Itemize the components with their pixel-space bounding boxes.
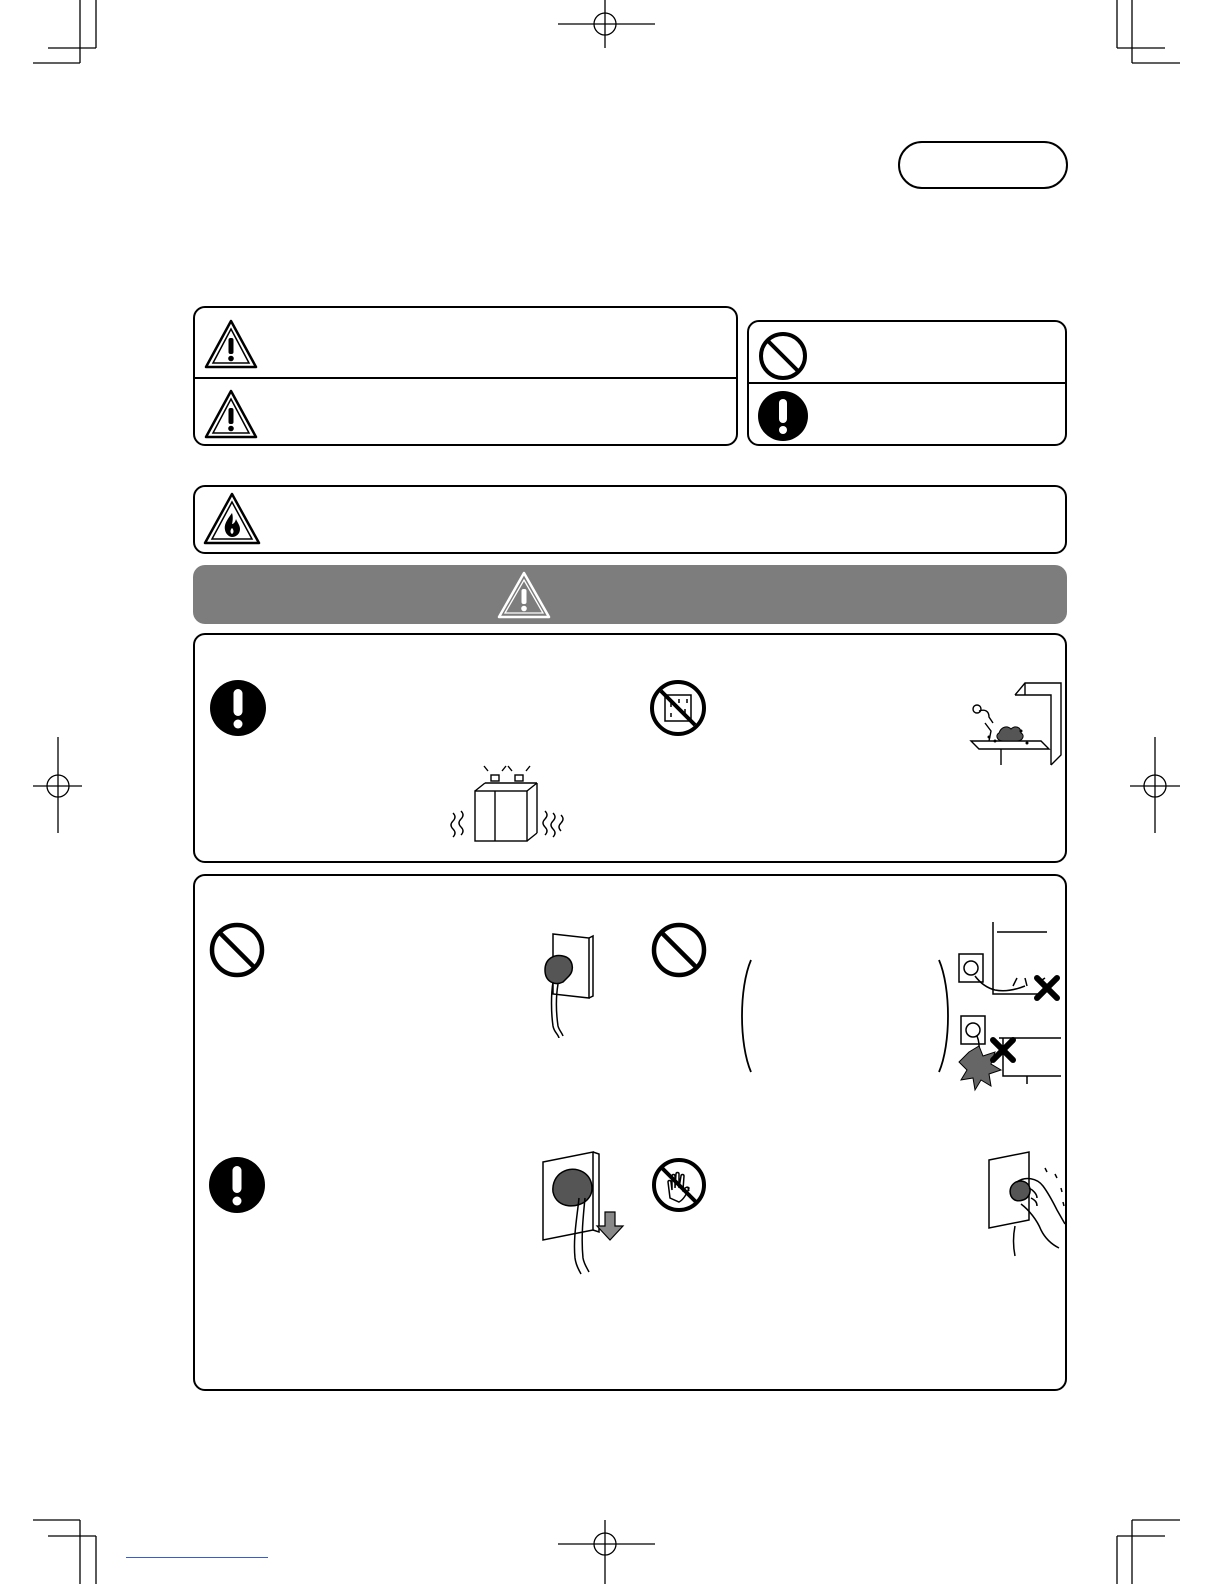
exclamation-circle-icon: [757, 390, 809, 442]
pull-plug-illustration: [539, 1148, 629, 1278]
footer-link-line: [126, 1557, 268, 1558]
warning-triangle-icon: [496, 570, 552, 620]
prohibition-icon: [208, 921, 266, 979]
prohibition-icon: [757, 330, 809, 382]
wet-hand-plug-illustration: [985, 1148, 1069, 1260]
flammable-notice-box: [193, 485, 1067, 554]
bracket-left: [735, 958, 755, 1074]
exclamation-circle-icon: [208, 1156, 266, 1214]
legend-warning-caution-box: [193, 306, 738, 446]
safety-banner: [193, 565, 1067, 624]
water-spray-on-appliance-illustration: [965, 675, 1063, 771]
no-water-splash-icon: [649, 679, 707, 737]
legend-divider: [749, 382, 1065, 384]
refrigerator-ventilation-illustration: [441, 763, 567, 843]
power-supply-section: [193, 874, 1067, 1391]
exclamation-circle-icon: [209, 679, 267, 737]
installation-section: [193, 633, 1067, 863]
flammable-warning-icon: [202, 491, 262, 547]
legend-symbols-box: [747, 320, 1067, 446]
page-badge: [898, 141, 1068, 189]
prohibition-icon: [650, 921, 708, 979]
damaged-cord-illustration: [947, 920, 1067, 1094]
no-wet-hands-icon: [650, 1156, 708, 1214]
warning-triangle-icon: [203, 388, 259, 440]
legend-divider: [195, 377, 736, 379]
warning-triangle-icon: [203, 318, 259, 370]
plug-in-socket-illustration: [531, 930, 597, 1038]
